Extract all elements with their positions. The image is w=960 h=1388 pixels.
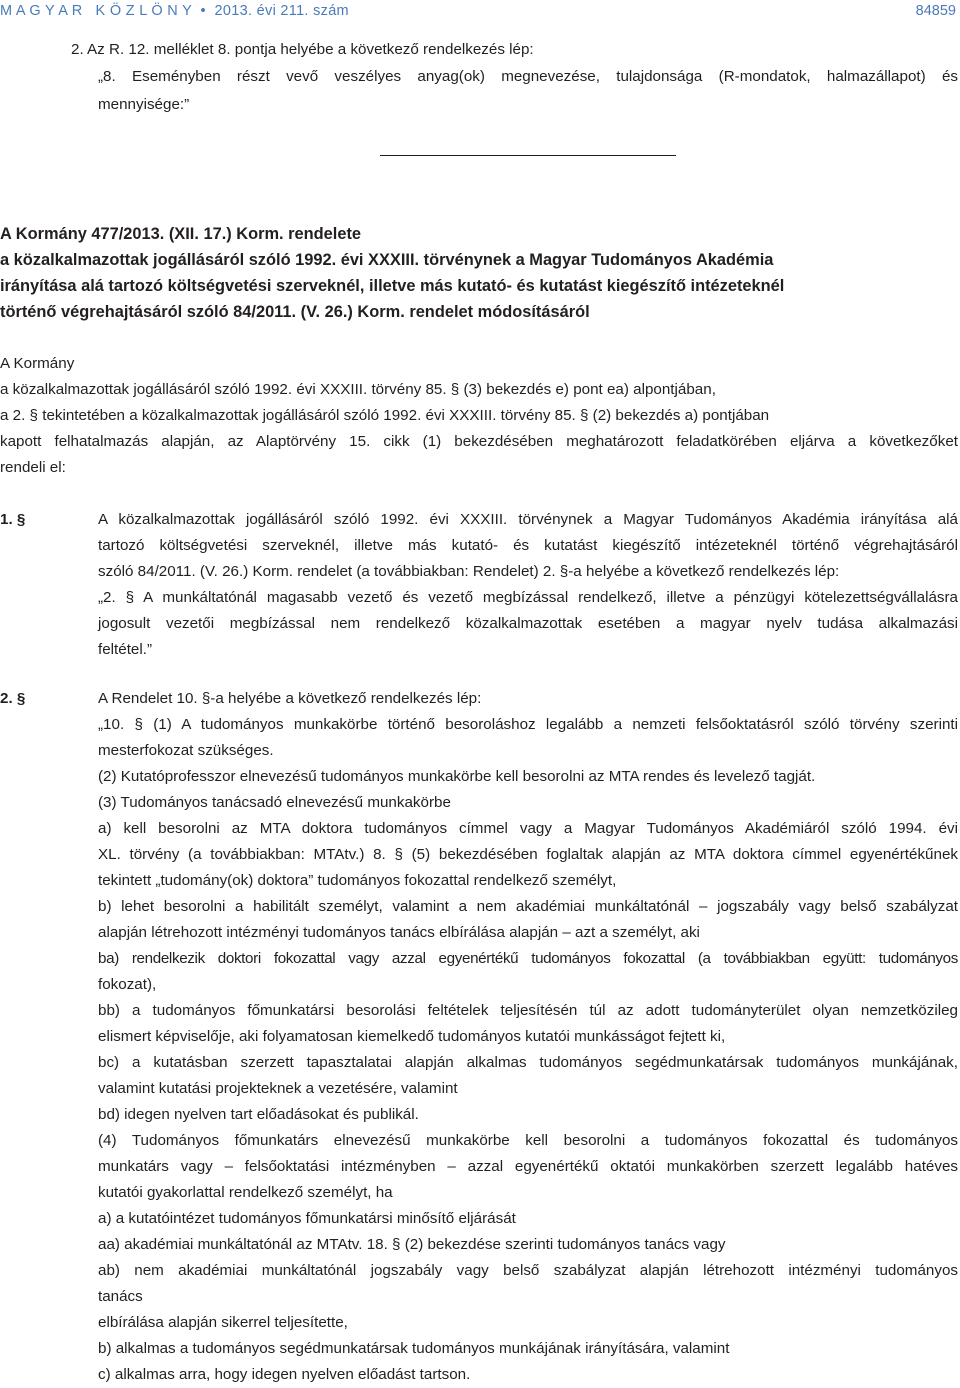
preamble-line: kapott felhatalmazás alapján, az Alaptörvény 15. cikk (1) bekezdésében meghatározott feladatkörében eljárva a következőket: [0, 433, 958, 450]
preamble-line: rendeli el:: [0, 459, 66, 476]
section-line: szóló 84/2011. (V. 26.) Korm. rendelet (a továbbiakban: Rendelet) 2. §-a helyébe a következő rendelkezés lép:: [98, 563, 840, 580]
preamble-line: a 2. § tekintetében a közalkalmazottak jogállásáról szóló 1992. évi XXXIII. törvény 85. § (2) bekezdés a) pontjában: [0, 407, 770, 424]
section-line: bc) a kutatásban szerzett tapasztalatai alapján alkalmas tudományos segédmunkatársak tudományos munkájának,: [98, 1054, 958, 1071]
section-line: feltétel.”: [98, 641, 153, 658]
page-header: [0, 0, 960, 22]
section-line: aa) akadémiai munkáltatónál az MTAtv. 18. § (2) bekezdése szerinti tudományos tanács vagy: [98, 1236, 726, 1253]
section-line: A Rendelet 10. §-a helyébe a következő rendelkezés lép:: [98, 690, 482, 707]
journal-title: M A G Y A R K Ö Z L Ö N Y • 2013. évi 211. szám: [0, 3, 349, 19]
section-line: valamint kutatási projekteknek a vezetésére, valamint: [98, 1080, 458, 1097]
section-line: „2. § A munkáltatónál magasabb vezető és vezető megbízással rendelkező, illetve a pénzügyi kötelezettségvállalásra: [98, 589, 958, 606]
decree-title: irányítása alá tartozó költségvetési szerveknél, illetve más kutató- és kutatást kiegészítő intézeteknél: [0, 277, 785, 295]
section-line: tekintett „tudomány(ok) doktora” tudományos fokozattal rendelkező személyt,: [98, 872, 617, 889]
section-line: mesterfokozat szükséges.: [98, 742, 274, 759]
section-line: tartozó költségvetési szerveknél, illetve más kutató- és kutatást kiegészítő intézeteknél történő végrehajtásáról: [98, 537, 958, 554]
section-number: 2. §: [0, 690, 26, 707]
section-line: ba) rendelkezik doktori fokozattal vagy azzal egyenértékű tudományos fokozattal (a továbbiakban együtt: tudományos: [98, 950, 958, 967]
section-number: 1. §: [0, 511, 26, 528]
decree-title: a közalkalmazottak jogállásáról szóló 1992. évi XXXIII. törvénynek a Magyar Tudományos Akadémia: [0, 251, 774, 269]
preamble-line: a közalkalmazottak jogállásáról szóló 1992. évi XXXIII. törvény 85. § (3) bekezdés e) pont ea) alpontjában,: [0, 381, 716, 398]
section-line: munkatárs vagy – felsőoktatási intézményben – azzal egyenértékű oktatói munkakörben szerzett legalább hatéves: [98, 1158, 958, 1175]
section-1-body: [98, 507, 958, 663]
section-line: alapján létrehozott intézményi tudományos tanács elbírálása alapján – azt a személyt, aki: [98, 924, 700, 941]
section-line: bd) idegen nyelven tart előadásokat és publikál.: [98, 1106, 419, 1123]
prev-item-line: mennyisége:”: [98, 96, 190, 113]
page-number: 84859: [915, 3, 956, 19]
section-line: tanács: [98, 1288, 143, 1305]
section-line: kutatói gyakorlattal rendelkező személyt, ha: [98, 1184, 393, 1201]
prev-item-line: „8. Eseményben részt vevő veszélyes anyag(ok) megnevezése, tulajdonsága (R-mondatok, halmazállapot) és: [98, 68, 958, 85]
separator-line: [380, 155, 676, 156]
section-line: c) alkalmas arra, hogy idegen nyelven előadást tartson.: [98, 1366, 471, 1383]
section-line: (2) Kutatóprofesszor elnevezésű tudományos munkakörbe kell besorolni az MTA rendes és levelező tagját.: [98, 768, 816, 785]
section-2-body: [98, 686, 958, 1388]
section-line: a) a kutatóintézet tudományos főmunkatársi minősítő eljárását: [98, 1210, 516, 1227]
section-line: a) kell besorolni az MTA doktora tudományos címmel vagy a Magyar Tudományos Akadémiáról szóló 1994. évi: [98, 820, 958, 837]
section-line: bb) a tudományos főmunkatársi besorolási feltételek teljesítésén túl az adott tudományterület olyan nemzetközileg: [98, 1002, 958, 1019]
decree-title: történő végrehajtásáról szóló 84/2011. (V. 26.) Korm. rendelet módosításáról: [0, 303, 590, 321]
section-line: ab) nem akadémiai munkáltatónál jogszabály vagy belső szabályzat alapján létrehozott intézményi tudományos: [98, 1262, 958, 1279]
section-line: b) alkalmas a tudományos segédmunkatársak tudományos munkájának irányítására, valamint: [98, 1340, 730, 1357]
decree-title: A Kormány 477/2013. (XII. 17.) Korm. rendelete: [0, 225, 362, 243]
prev-item-line: 2. Az R. 12. melléklet 8. pontja helyébe a következő rendelkezés lép:: [71, 41, 534, 58]
section-line: A közalkalmazottak jogállásáról szóló 1992. évi XXXIII. törvénynek a Magyar Tudományos Akadémia irányítása alá: [98, 511, 958, 528]
preamble-line: A Kormány: [0, 355, 75, 372]
section-line: elismert képviselője, aki folyamatosan kiemelkedő tudományos kutatói munkásságot fejtett ki,: [98, 1028, 726, 1045]
section-line: fokozat),: [98, 976, 157, 993]
section-line: elbírálása alapján sikerrel teljesítette,: [98, 1314, 348, 1331]
section-line: XL. törvény (a továbbiakban: MTAtv.) 8. § (5) bekezdésében foglaltak alapján az MTA doktora címmel egyenértékűnek: [98, 846, 958, 863]
section-line: jogosult vezetői megbízással nem rendelkező közalkalmazottak esetében a magyar nyelv tudása alkalmazási: [98, 615, 958, 632]
section-line: „10. § (1) A tudományos munkakörbe történő besoroláshoz legalább a nemzeti felsőoktatásról szóló törvény szerinti: [98, 716, 958, 733]
section-line: (4) Tudományos főmunkatárs elnevezésű munkakörbe kell besorolni a tudományos fokozattal és tudományos: [98, 1132, 958, 1149]
section-line: (3) Tudományos tanácsadó elnevezésű munkakörbe: [98, 794, 451, 811]
section-line: b) lehet besorolni a habilitált személyt, valamint a nem akadémiai munkáltatónál – jogszabály vagy belső szabályzat: [98, 898, 958, 915]
